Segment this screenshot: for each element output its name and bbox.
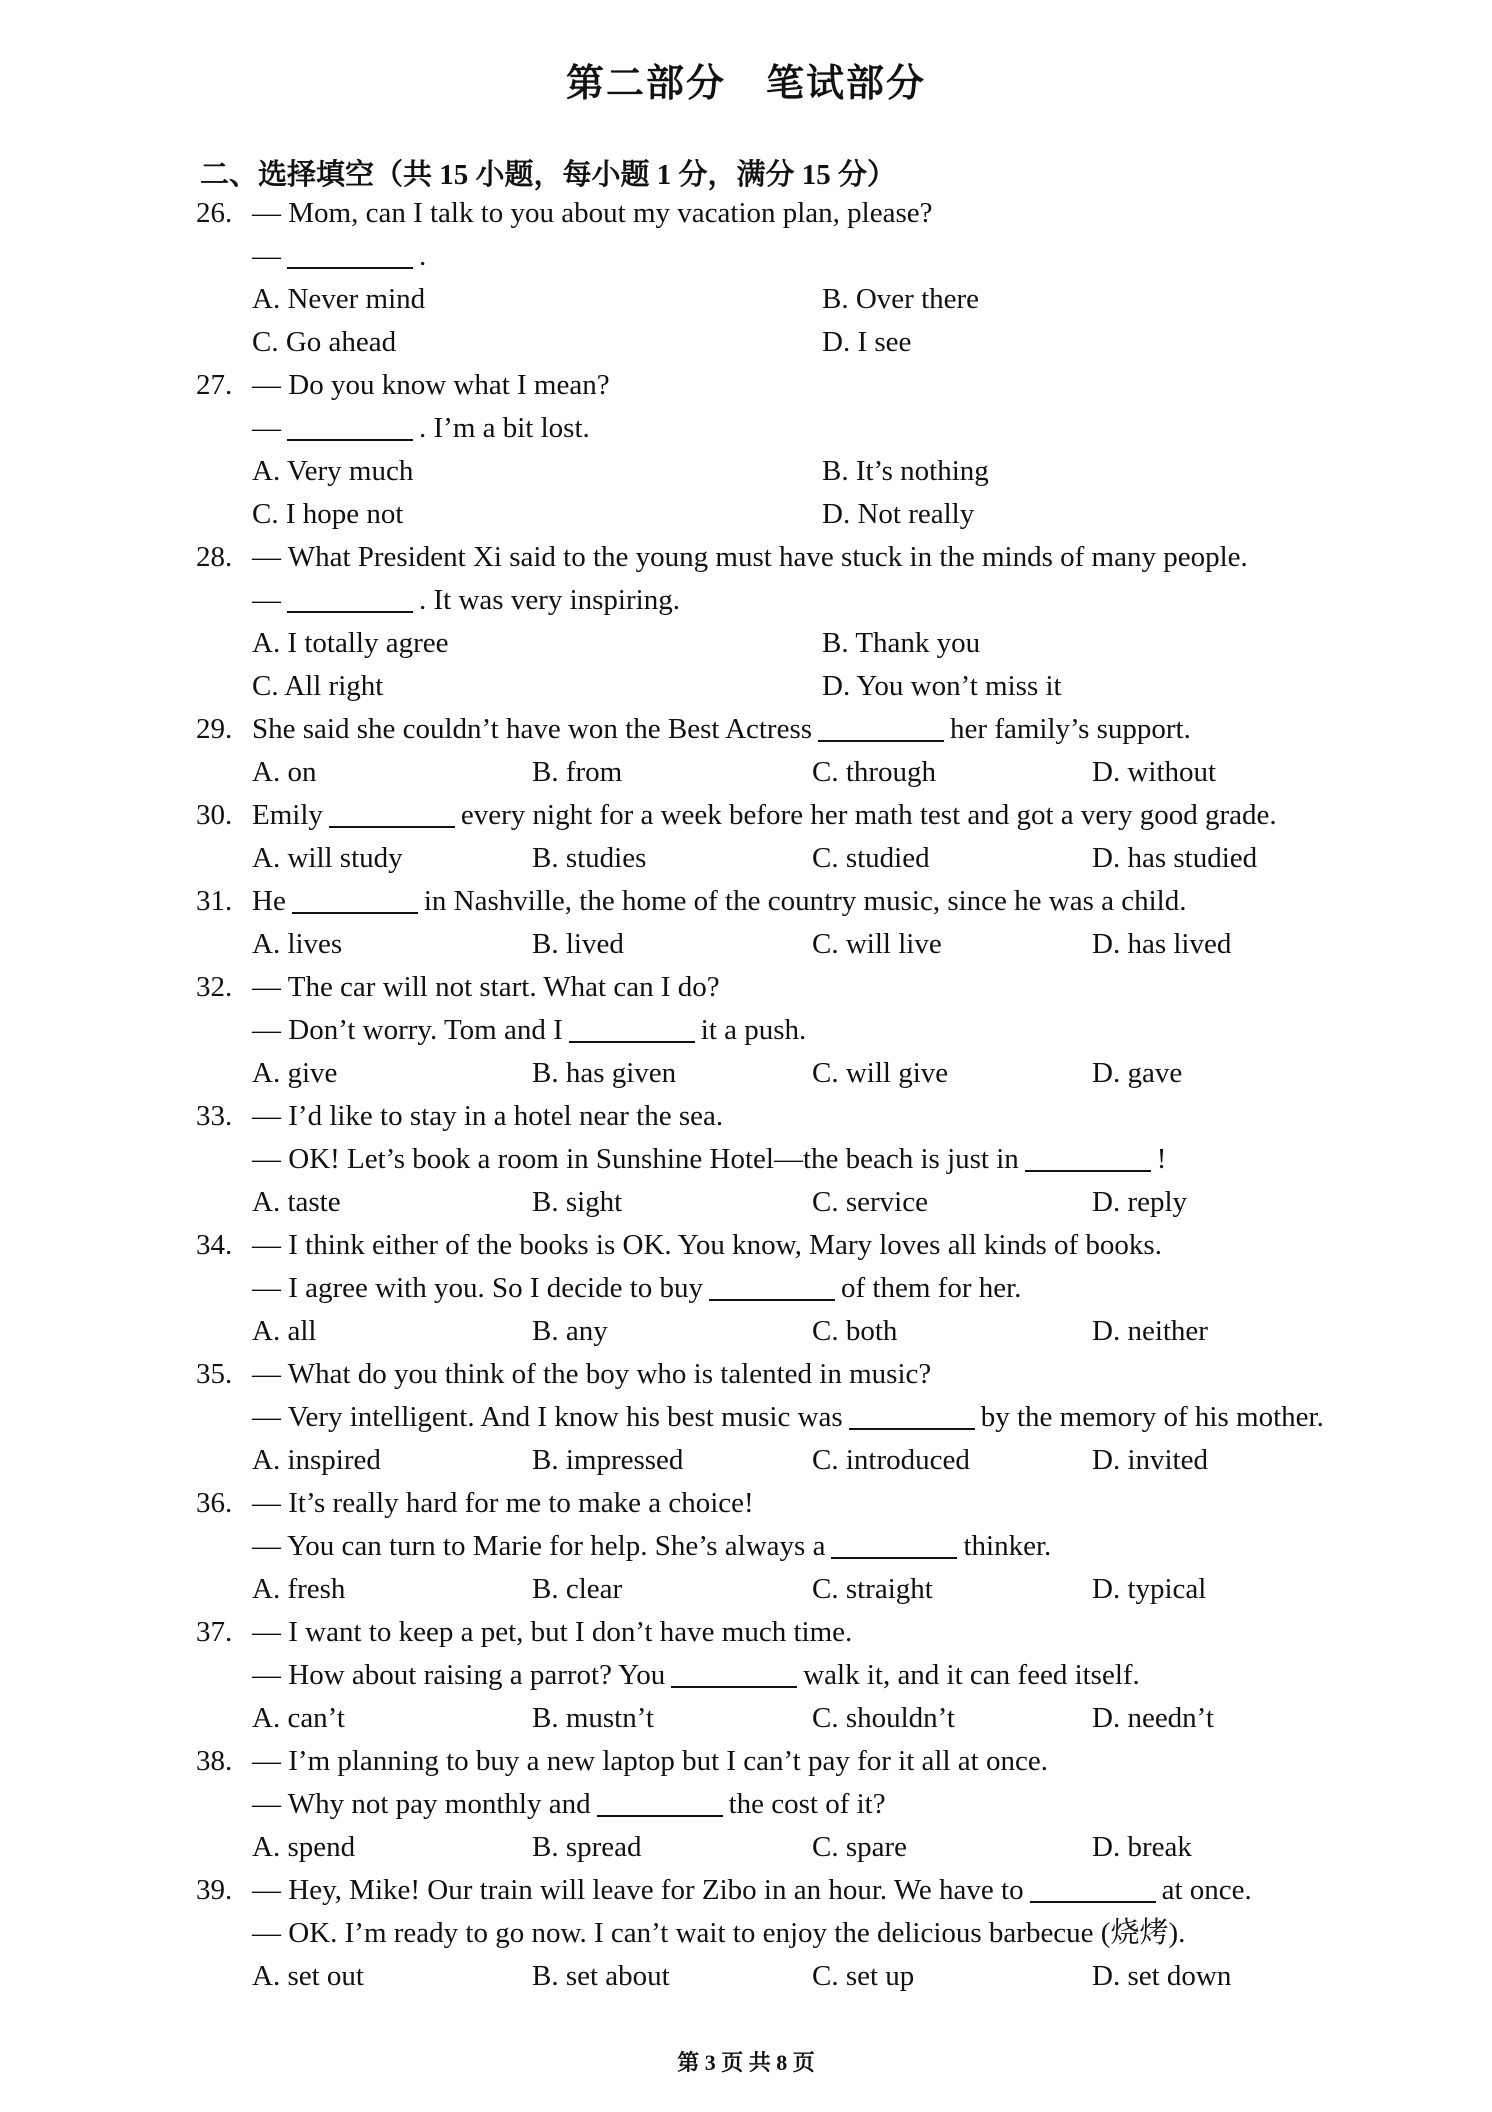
question-text	[252, 1396, 1324, 1439]
text-segment: — What President Xi said to the young must have stuck in the minds of many people.	[252, 541, 1248, 573]
question-number: 36.	[196, 1487, 233, 1519]
question-line	[196, 407, 1406, 450]
options-row	[196, 1955, 1406, 1998]
options-row	[196, 321, 1406, 364]
option-c: C. will live	[812, 928, 942, 960]
text-segment: thinker.	[963, 1530, 1052, 1562]
question-line	[196, 235, 1406, 278]
question-number: 27.	[196, 369, 233, 401]
text-segment: — Do you know what I mean?	[252, 369, 610, 401]
question-number: 34.	[196, 1229, 233, 1261]
answer-blank	[709, 1269, 835, 1301]
options-row	[196, 1826, 1406, 1869]
answer-blank	[831, 1527, 957, 1559]
option-c: C. both	[812, 1315, 898, 1347]
text-segment: —	[252, 412, 281, 444]
option-c: C. straight	[812, 1573, 933, 1605]
option-d: D. reply	[1092, 1186, 1188, 1218]
question-text	[252, 1009, 806, 1052]
question-line	[196, 1482, 1406, 1525]
question-text	[252, 1654, 1140, 1697]
option-d: D. neither	[1092, 1315, 1208, 1347]
question-text	[252, 708, 1191, 751]
question-text	[252, 1525, 1051, 1568]
text-segment: — It’s really hard for me to make a choice!	[252, 1487, 754, 1519]
answer-blank	[818, 710, 944, 742]
text-segment: walk it, and it can feed itself.	[803, 1659, 1140, 1691]
option-d: D. needn’t	[1092, 1702, 1214, 1734]
question-number: 30.	[196, 799, 233, 831]
question-line	[196, 966, 1406, 1009]
question-text	[252, 1353, 931, 1396]
text-segment: at once.	[1161, 1874, 1252, 1906]
option-b: B. sight	[532, 1186, 623, 1218]
question-text	[252, 1267, 1021, 1310]
options-row	[196, 665, 1406, 708]
text-segment: — How about raising a parrot? You	[252, 1659, 666, 1691]
text-segment: — I think either of the books is OK. You know, Mary loves all kinds of books.	[252, 1229, 1162, 1261]
options-row	[196, 923, 1406, 966]
question-line	[196, 1740, 1406, 1783]
option-a: A. can’t	[252, 1702, 345, 1734]
option-c: C. will give	[812, 1057, 949, 1089]
text-segment: — Don’t worry. Tom and I	[252, 1014, 563, 1046]
question-text	[252, 1740, 1048, 1783]
section-title: 二、选择填空（共 15 小题，每小题 1 分，满分 15 分）	[200, 159, 897, 191]
text-segment: her family’s support.	[950, 713, 1191, 745]
question-line	[196, 880, 1406, 923]
question-number: 26.	[196, 197, 233, 229]
option-b: B. clear	[532, 1573, 623, 1605]
question-text	[252, 1912, 1185, 1955]
question-30	[196, 794, 1406, 880]
option-a: A. taste	[252, 1186, 341, 1218]
text-segment: — The car will not start. What can I do?	[252, 971, 720, 1003]
question-text	[252, 407, 590, 450]
question-number: 33.	[196, 1100, 233, 1132]
option-b: B. impressed	[532, 1444, 684, 1476]
question-line	[196, 1138, 1406, 1181]
option-b: B. any	[532, 1315, 608, 1347]
option-b: B. Thank you	[822, 627, 981, 659]
text-segment: — I agree with you. So I decide to buy	[252, 1272, 704, 1304]
question-text	[252, 579, 680, 622]
question-number: 39.	[196, 1874, 233, 1906]
option-a: A. fresh	[252, 1573, 346, 1605]
question-line	[196, 1869, 1406, 1912]
option-a: A. I totally agree	[252, 627, 449, 659]
option-a: A. spend	[252, 1831, 356, 1863]
option-a: A. lives	[252, 928, 343, 960]
text-segment: — Why not pay monthly and	[252, 1788, 591, 1820]
text-segment: Emily	[252, 799, 323, 831]
option-d: D. break	[1092, 1831, 1192, 1863]
option-c: C. shouldn’t	[812, 1702, 955, 1734]
option-a: A. Never mind	[252, 283, 426, 315]
option-d: D. invited	[1092, 1444, 1208, 1476]
question-line	[196, 1267, 1406, 1310]
option-d: D. has studied	[1092, 842, 1258, 874]
question-line	[196, 536, 1406, 579]
option-b: B. studies	[532, 842, 647, 874]
text-segment: . I’m a bit lost.	[419, 412, 590, 444]
options-row	[196, 751, 1406, 794]
question-text	[252, 235, 426, 278]
option-d: D. has lived	[1092, 928, 1232, 960]
text-segment: — Mom, can I talk to you about my vacation plan, please?	[252, 197, 933, 229]
question-text	[252, 1783, 886, 1826]
question-line	[196, 1095, 1406, 1138]
question-text	[252, 1611, 852, 1654]
question-text	[252, 1138, 1166, 1181]
text-segment: — I’m planning to buy a new laptop but I can’t pay for it all at once.	[252, 1745, 1048, 1777]
option-a: A. all	[252, 1315, 317, 1347]
text-segment: — OK! Let’s book a room in Sunshine Hotel—the beach is just in	[252, 1143, 1019, 1175]
question-line	[196, 708, 1406, 751]
text-segment: — Very intelligent. And I know his best music was	[252, 1401, 843, 1433]
option-d: D. gave	[1092, 1057, 1183, 1089]
options-row	[196, 450, 1406, 493]
option-b: B. Over there	[822, 283, 980, 315]
question-list	[196, 192, 1406, 1998]
text-segment: —	[252, 240, 281, 272]
answer-blank	[287, 581, 413, 613]
option-a: A. Very much	[252, 455, 414, 487]
text-segment: She said she couldn’t have won the Best Actress	[252, 713, 813, 745]
question-text	[252, 1095, 723, 1138]
question-text	[252, 536, 1248, 579]
option-d: D. set down	[1092, 1960, 1232, 1992]
text-segment: .	[419, 240, 427, 272]
answer-blank	[287, 409, 413, 441]
question-34	[196, 1224, 1406, 1353]
text-segment: — I want to keep a pet, but I don’t have much time.	[252, 1616, 853, 1648]
text-segment: — I’d like to stay in a hotel near the sea.	[252, 1100, 724, 1132]
option-b: B. It’s nothing	[822, 455, 989, 487]
text-segment: the cost of it?	[728, 1788, 886, 1820]
page-footer: 第 3 页 共 8 页	[677, 2050, 815, 2075]
options-row	[196, 837, 1406, 880]
question-text	[252, 364, 610, 407]
answer-blank	[1025, 1140, 1151, 1172]
text-segment: !	[1156, 1143, 1167, 1175]
answer-blank	[849, 1398, 975, 1430]
question-number: 37.	[196, 1616, 233, 1648]
option-b: B. lived	[532, 928, 624, 960]
option-b: B. spread	[532, 1831, 642, 1863]
question-number: 35.	[196, 1358, 233, 1390]
question-text	[252, 794, 1277, 837]
option-c: C. I hope not	[252, 498, 404, 530]
question-38	[196, 1740, 1406, 1869]
answer-blank	[671, 1656, 797, 1688]
option-b: B. has given	[532, 1057, 677, 1089]
option-a: A. inspired	[252, 1444, 381, 1476]
question-number: 31.	[196, 885, 233, 917]
option-a: A. on	[252, 756, 317, 788]
question-line	[196, 1654, 1406, 1697]
question-26	[196, 192, 1406, 364]
option-c: C. Go ahead	[252, 326, 397, 358]
text-segment: it a push.	[700, 1014, 807, 1046]
answer-blank	[329, 796, 455, 828]
option-c: C. service	[812, 1186, 928, 1218]
question-line	[196, 192, 1406, 235]
question-line	[196, 1009, 1406, 1052]
question-text	[252, 966, 720, 1009]
question-32	[196, 966, 1406, 1095]
option-d: D. I see	[822, 326, 912, 358]
options-row	[196, 1181, 1406, 1224]
question-number: 29.	[196, 713, 233, 745]
option-c: C. set up	[812, 1960, 915, 1992]
options-row	[196, 1052, 1406, 1095]
option-c: C. studied	[812, 842, 930, 874]
question-line	[196, 1912, 1406, 1955]
question-39	[196, 1869, 1406, 1998]
question-line	[196, 1525, 1406, 1568]
question-number: 32.	[196, 971, 233, 1003]
part-title: 第二部分 笔试部分	[565, 63, 926, 105]
text-segment: —	[252, 584, 281, 616]
answer-blank	[1030, 1871, 1156, 1903]
option-b: B. mustn’t	[532, 1702, 654, 1734]
question-text	[252, 880, 1187, 923]
question-28	[196, 536, 1406, 708]
answer-blank	[569, 1011, 695, 1043]
question-line	[196, 794, 1406, 837]
text-segment: He	[252, 885, 286, 917]
text-segment: — You can turn to Marie for help. She’s always a	[252, 1530, 826, 1562]
options-row	[196, 1568, 1406, 1611]
text-segment: of them for her.	[841, 1272, 1022, 1304]
question-number: 28.	[196, 541, 233, 573]
question-text	[252, 1869, 1252, 1912]
question-29	[196, 708, 1406, 794]
question-line	[196, 1783, 1406, 1826]
options-row	[196, 493, 1406, 536]
question-36	[196, 1482, 1406, 1611]
text-segment: by the memory of his mother.	[980, 1401, 1324, 1433]
option-d: D. Not really	[822, 498, 975, 530]
text-segment: every night for a week before her math test and got a very good grade.	[460, 799, 1277, 831]
text-segment: in Nashville, the home of the country music, since he was a child.	[423, 885, 1187, 917]
question-line	[196, 1224, 1406, 1267]
question-line	[196, 1611, 1406, 1654]
options-row	[196, 1697, 1406, 1740]
question-line	[196, 579, 1406, 622]
option-a: A. give	[252, 1057, 338, 1089]
question-37	[196, 1611, 1406, 1740]
question-33	[196, 1095, 1406, 1224]
question-35	[196, 1353, 1406, 1482]
question-line	[196, 1353, 1406, 1396]
question-27	[196, 364, 1406, 536]
question-text	[252, 1224, 1162, 1267]
question-line	[196, 364, 1406, 407]
options-row	[196, 278, 1406, 321]
question-number: 38.	[196, 1745, 233, 1777]
answer-blank	[292, 882, 418, 914]
option-c: C. through	[812, 756, 937, 788]
option-c: C. introduced	[812, 1444, 970, 1476]
option-a: A. set out	[252, 1960, 364, 1992]
options-row	[196, 1439, 1406, 1482]
text-segment: — Hey, Mike! Our train will leave for Zibo in an hour. We have to	[252, 1874, 1024, 1906]
answer-blank	[287, 237, 413, 269]
question-31	[196, 880, 1406, 966]
text-segment: — OK. I’m ready to go now. I can’t wait to enjoy the delicious barbecue (烧烤).	[252, 1917, 1186, 1949]
option-d: D. without	[1092, 756, 1217, 788]
option-c: C. All right	[252, 670, 384, 702]
options-row	[196, 622, 1406, 665]
options-row	[196, 1310, 1406, 1353]
option-c: C. spare	[812, 1831, 908, 1863]
text-segment: . It was very inspiring.	[419, 584, 680, 616]
option-b: B. from	[532, 756, 623, 788]
option-d: D. typical	[1092, 1573, 1207, 1605]
question-text	[252, 192, 933, 235]
text-segment: — What do you think of the boy who is talented in music?	[252, 1358, 932, 1390]
question-line	[196, 1396, 1406, 1439]
option-d: D. You won’t miss it	[822, 670, 1062, 702]
option-a: A. will study	[252, 842, 403, 874]
option-b: B. set about	[532, 1960, 670, 1992]
answer-blank	[597, 1785, 723, 1817]
question-text	[252, 1482, 754, 1525]
